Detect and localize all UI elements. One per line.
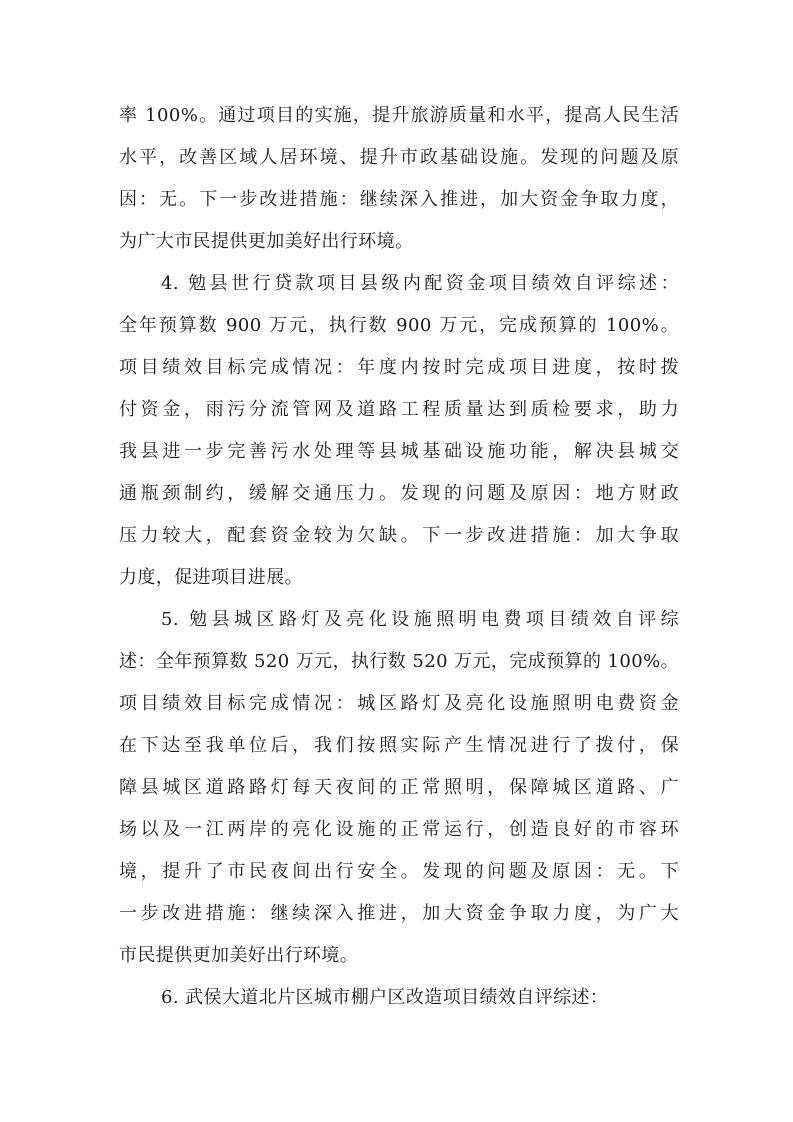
paragraph-continuation (119, 95, 679, 263)
item-heading-4: 4. 勉县世行贷款项目县级内配资金项目绩效自评综述： (161, 273, 679, 294)
text-line: 压力较大，配套资金较为欠缺。下一步改进措施：加大争取 (119, 525, 679, 546)
text-line: 场以及一江两岸的亮化设施的正常运行，创造良好的市容环 (119, 819, 679, 840)
text-line: 一步改进措施：继续深入推进，加大资金争取力度，为广大 (119, 903, 679, 924)
paragraph-item-4 (119, 263, 679, 599)
item-heading-6: 6. 武侯大道北片区城市棚户区改造项目绩效自评综述： (161, 987, 609, 1008)
text-line: 力度，促进项目进展。 (119, 567, 303, 588)
text-line: 在下达至我单位后，我们按照实际产生情况进行了拨付，保 (119, 735, 679, 756)
text-line: 为广大市民提供更加美好出行环境。 (119, 231, 414, 252)
text-line: 率 100%。通过项目的实施，提升旅游质量和水平，提高人民生活 (119, 105, 679, 126)
text-line: 我县进一步完善污水处理等县城基础设施功能，解决县城交 (119, 441, 679, 462)
item-heading-5: 5. 勉县城区路灯及亮化设施照明电费项目绩效自评综 (161, 609, 679, 630)
document-body (119, 95, 679, 1019)
text-line: 境，提升了市民夜间出行安全。发现的问题及原因：无。下 (119, 861, 679, 882)
text-line: 项目绩效目标完成情况：年度内按时完成项目进度，按时拨 (119, 357, 679, 378)
text-line: 付资金，雨污分流管网及道路工程质量达到质检要求，助力 (119, 399, 679, 420)
text-line: 水平，改善区域人居环境、提升市政基础设施。发现的问题及原 (119, 147, 679, 168)
paragraph-item-5 (119, 599, 679, 977)
text-line: 全年预算数 900 万元，执行数 900 万元，完成预算的 100%。 (119, 315, 679, 336)
text-line: 述：全年预算数 520 万元，执行数 520 万元，完成预算的 100%。 (119, 651, 679, 672)
text-line: 项目绩效目标完成情况：城区路灯及亮化设施照明电费资金 (119, 693, 679, 714)
text-line: 通瓶颈制约，缓解交通压力。发现的问题及原因：地方财政 (119, 483, 679, 504)
text-line: 障县城区道路路灯每天夜间的正常照明，保障城区道路、广 (119, 777, 679, 798)
text-line: 因：无。下一步改进措施：继续深入推进，加大资金争取力度， (119, 189, 679, 210)
paragraph-item-6 (119, 977, 679, 1019)
text-line: 市民提供更加美好出行环境。 (119, 945, 359, 966)
